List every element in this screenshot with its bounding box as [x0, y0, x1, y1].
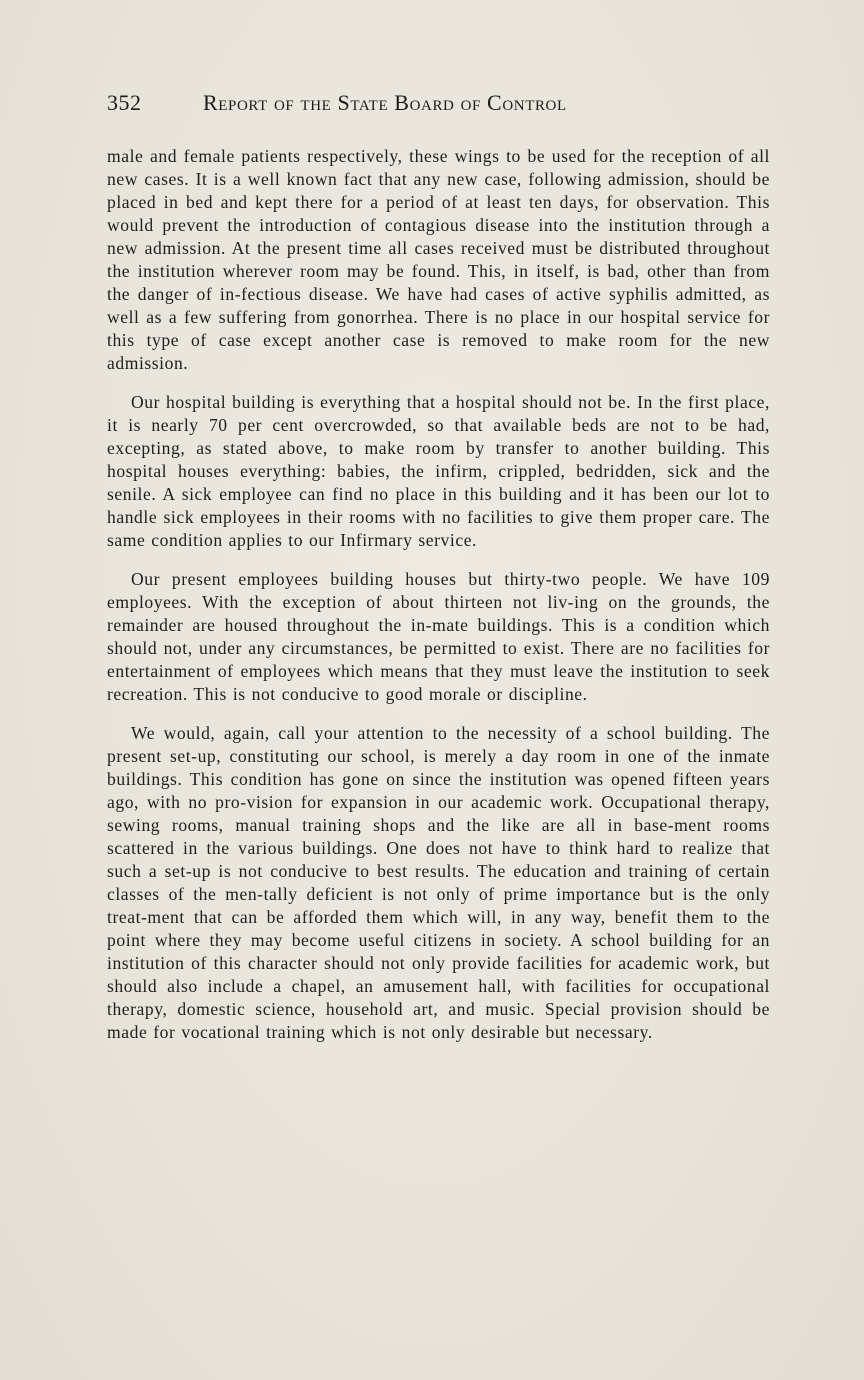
- paragraph-continuation: male and female patients respectively, these wings to be used for the reception of all new cases. It is a well known fact that any new case, following admission, should be placed in bed and kept there for a period of at least ten days, for observation. This would prevent the introduction of contagious disease into the institution through a new admission. At the present time all cases received must be distributed throughout the institution wherever room may be found. This, in itself, is bad, other than from the danger of in-fectious disease. We have had cases of active syphilis admitted, as well as a few suffering from gonorrhea. There is no place in our hospital service for this type of case except another case is removed to make room for the new admission.: [107, 146, 770, 374]
- paragraph-employees-building: Our present employees building houses but thirty-two people. We have 109 employees. With the exception of about thirteen not liv-ing on the grounds, the remainder are housed throughout the in-mate buildings. This is a condition which should not, under any circumstances, be permitted to exist. There are no facilities for entertainment of employees which means that they must leave the institution to seek recreation. This is not conducive to good morale or discipline.: [107, 568, 770, 705]
- paragraph-hospital-building: Our hospital building is everything that a hospital should not be. In the first place, it is nearly 70 per cent overcrowded, so that available beds are not to be had, excepting, as stated above, to make room by transfer to another building. This hospital houses everything: babies, the infirm, crippled, bedridden, sick and the senile. A sick employee can find no place in this building and it has been our lot to handle sick employees in their rooms with no facilities to give them proper care. The same condition applies to our Infirmary service.: [107, 391, 770, 551]
- paragraph-school-building: We would, again, call your attention to the necessity of a school building. The present set-up, constituting our school, is merely a day room in one of the inmate buildings. This condition has gone on since the institution was opened fifteen years ago, with no pro-vision for expansion in our academic work. Occupational therapy, sewing rooms, manual training shops and the like are all in base-ment rooms scattered in the various buildings. One does not have to think hard to realize that such a set-up is not conducive to best results. The education and training of certain classes of the men-tally deficient is not only of prime importance but is the only treat-ment that can be afforded them which will, in any way, benefit them to the point where they may become useful citizens in society. A school building for an institution of this character should not only provide facilities for academic work, but should also include a chapel, an amusement hall, with facilities for occupational therapy, domestic science, household art, and music. Special provision should be made for vocational training which is not only desirable but necessary.: [107, 722, 770, 1043]
- page-header: [107, 90, 767, 122]
- page-number: 352: [107, 90, 142, 115]
- body-text: [107, 145, 770, 1060]
- running-title: Report of the State Board of Control: [203, 90, 567, 115]
